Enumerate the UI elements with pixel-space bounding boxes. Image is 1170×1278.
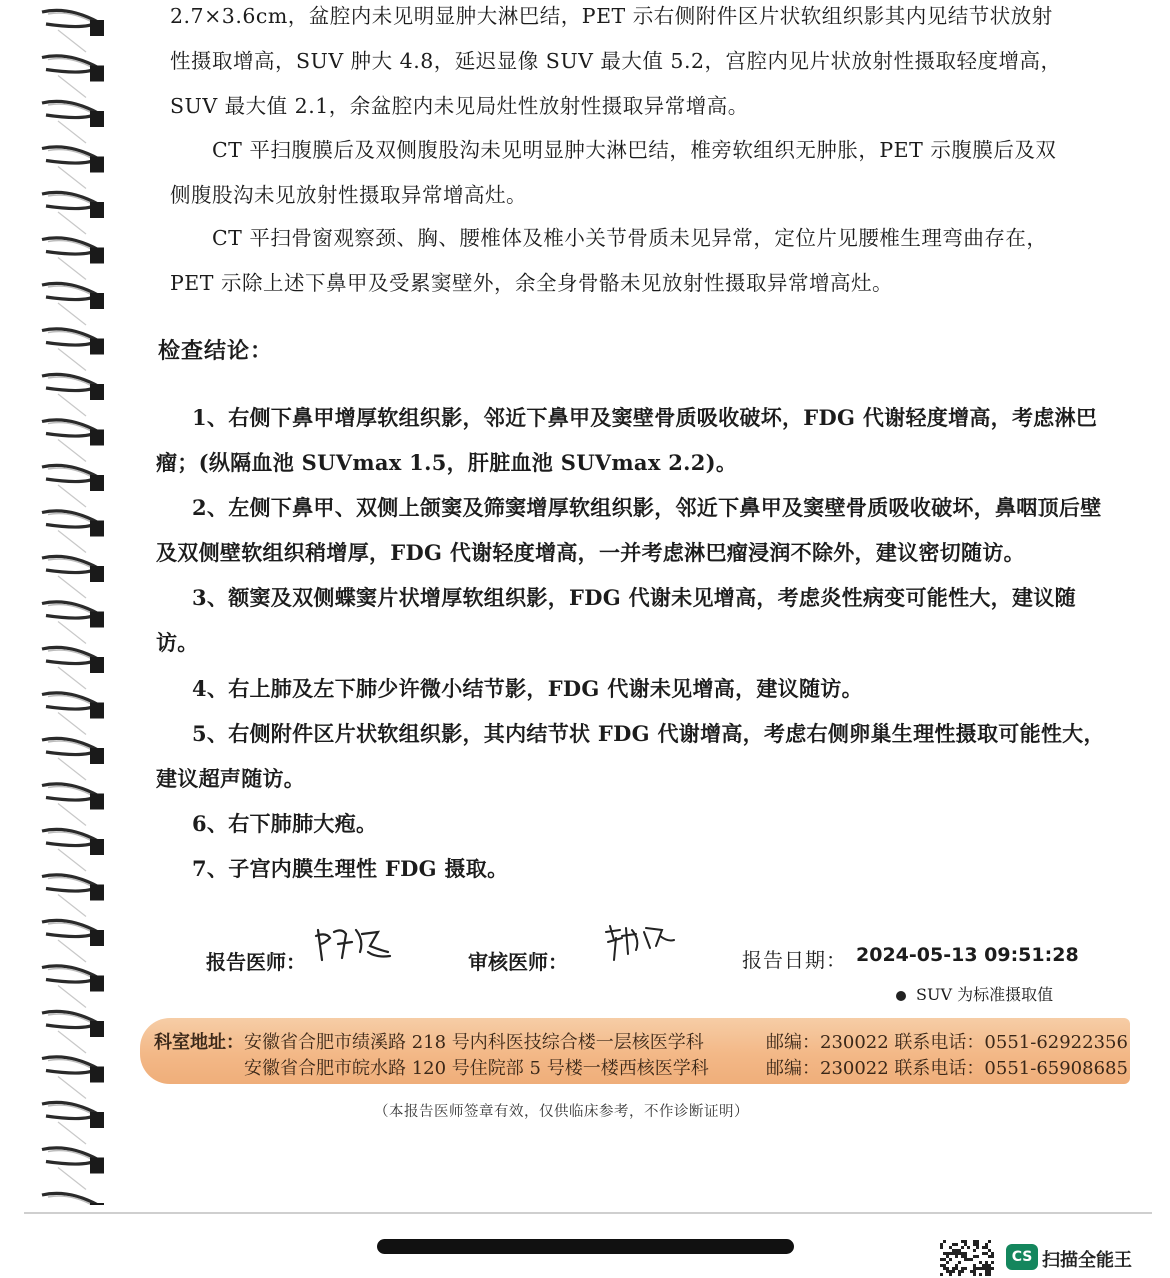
page-edge (24, 1212, 1152, 1214)
conclusion-item-3: 3、额窦及双侧蝶窦片状增厚软组织影，FDG 代谢未见增高，考虑炎性病变可能性大，建议随访。 (156, 585, 1076, 655)
report-page (140, 0, 1140, 1205)
contact-line-1: 邮编：230022 联系电话：0551-62922356 (766, 1032, 1128, 1053)
address-line-2: 安徽省合肥市皖水路 120 号住院部 5 号楼一楼西核医学科 (244, 1058, 709, 1079)
home-indicator-bar[interactable] (377, 1239, 794, 1254)
suv-note-text: SUV 为标准摄取值 (916, 985, 1054, 1004)
qr-code-icon (940, 1240, 994, 1276)
reviewing-doctor-label: 审核医师： (468, 950, 568, 974)
suv-note (896, 982, 1053, 1005)
cs-logo-icon: CS (1006, 1244, 1038, 1270)
conclusion-item-4: 4、右上肺及左下肺少许微小结节影，FDG 代谢未见增高，建议随访。 (192, 676, 863, 701)
conclusion-item-2: 2、左侧下鼻甲、双侧上颌窦及筛窦增厚软组织影，邻近下鼻甲及窦壁骨质吸收破坏，鼻咽顶后壁及双侧壁软组织稍增厚，FDG 代谢轻度增高，一并考虑淋巴瘤浸润不除外，建议密切随访。 (156, 495, 1102, 565)
report-date: 2024-05-13 09:51:28 (856, 944, 1079, 966)
conclusion-item-1: 1、右侧下鼻甲增厚软组织影，邻近下鼻甲及窦壁骨质吸收破坏，FDG 代谢轻度增高，考虑淋巴瘤；(纵隔血池 SUVmax 1.5，肝脏血池 SUVmax 2.2)。 (156, 405, 1098, 475)
reporting-doctor-signature (312, 922, 392, 968)
conclusion-title: 检查结论： (158, 338, 274, 364)
bullet-icon (896, 991, 906, 1001)
report-date-label: 报告日期： (742, 948, 847, 972)
finding-paragraph-pelvis: 2.7×3.6cm，盆腔内未见明显肿大淋巴结，PET 示右侧附件区片状软组织影其内见结节状放射性摄取增高，SUV 肿大 4.8，延迟显像 SUV 最大值 5.2，宫腔内见片状放射性摄取轻度增高，SUV 最大值 2.1，余盆腔内未见局灶性放射性摄取异常增高。 (170, 4, 1062, 118)
department-banner (140, 1018, 1130, 1084)
address-label: 科室地址： (154, 1032, 244, 1053)
scanner-watermark (940, 1238, 1160, 1278)
conclusion-item-5: 5、右侧附件区片状软组织影，其内结节状 FDG 代谢增高，考虑右侧卵巢生理性摄取可能性大，建议超声随访。 (156, 721, 1105, 791)
signature-row (206, 930, 1126, 990)
reviewing-doctor-signature (602, 920, 676, 964)
conclusion-item-7: 7、子宫内膜生理性 FDG 摄取。 (192, 856, 509, 881)
spiral-binding (38, 0, 118, 1205)
reporting-doctor-label: 报告医师： (206, 950, 306, 974)
conclusion-item-6: 6、右下肺肺大疱。 (192, 811, 378, 836)
finding-paragraph-bone: CT 平扫骨窗观察颈、胸、腰椎体及椎小关节骨质未见异常，定位片见腰椎生理弯曲存在，PET 示除上述下鼻甲及受累窦壁外，余全身骨骼未见放射性摄取异常增高灶。 (170, 226, 1048, 295)
report-footnote: （本报告医师签章有效，仅供临床参考，不作诊断证明） (374, 1104, 749, 1120)
finding-paragraph-retroperitoneum: CT 平扫腹膜后及双侧腹股沟未见明显肿大淋巴结，椎旁软组织无肿胀，PET 示腹膜后及双侧腹股沟未见放射性摄取异常增高灶。 (170, 138, 1057, 207)
scanner-brand: 扫描全能王 (1042, 1250, 1132, 1271)
contact-line-2: 邮编：230022 联系电话：0551-65908685 (766, 1058, 1128, 1079)
address-line-1: 安徽省合肥市绩溪路 218 号内科医技综合楼一层核医学科 (244, 1032, 704, 1053)
